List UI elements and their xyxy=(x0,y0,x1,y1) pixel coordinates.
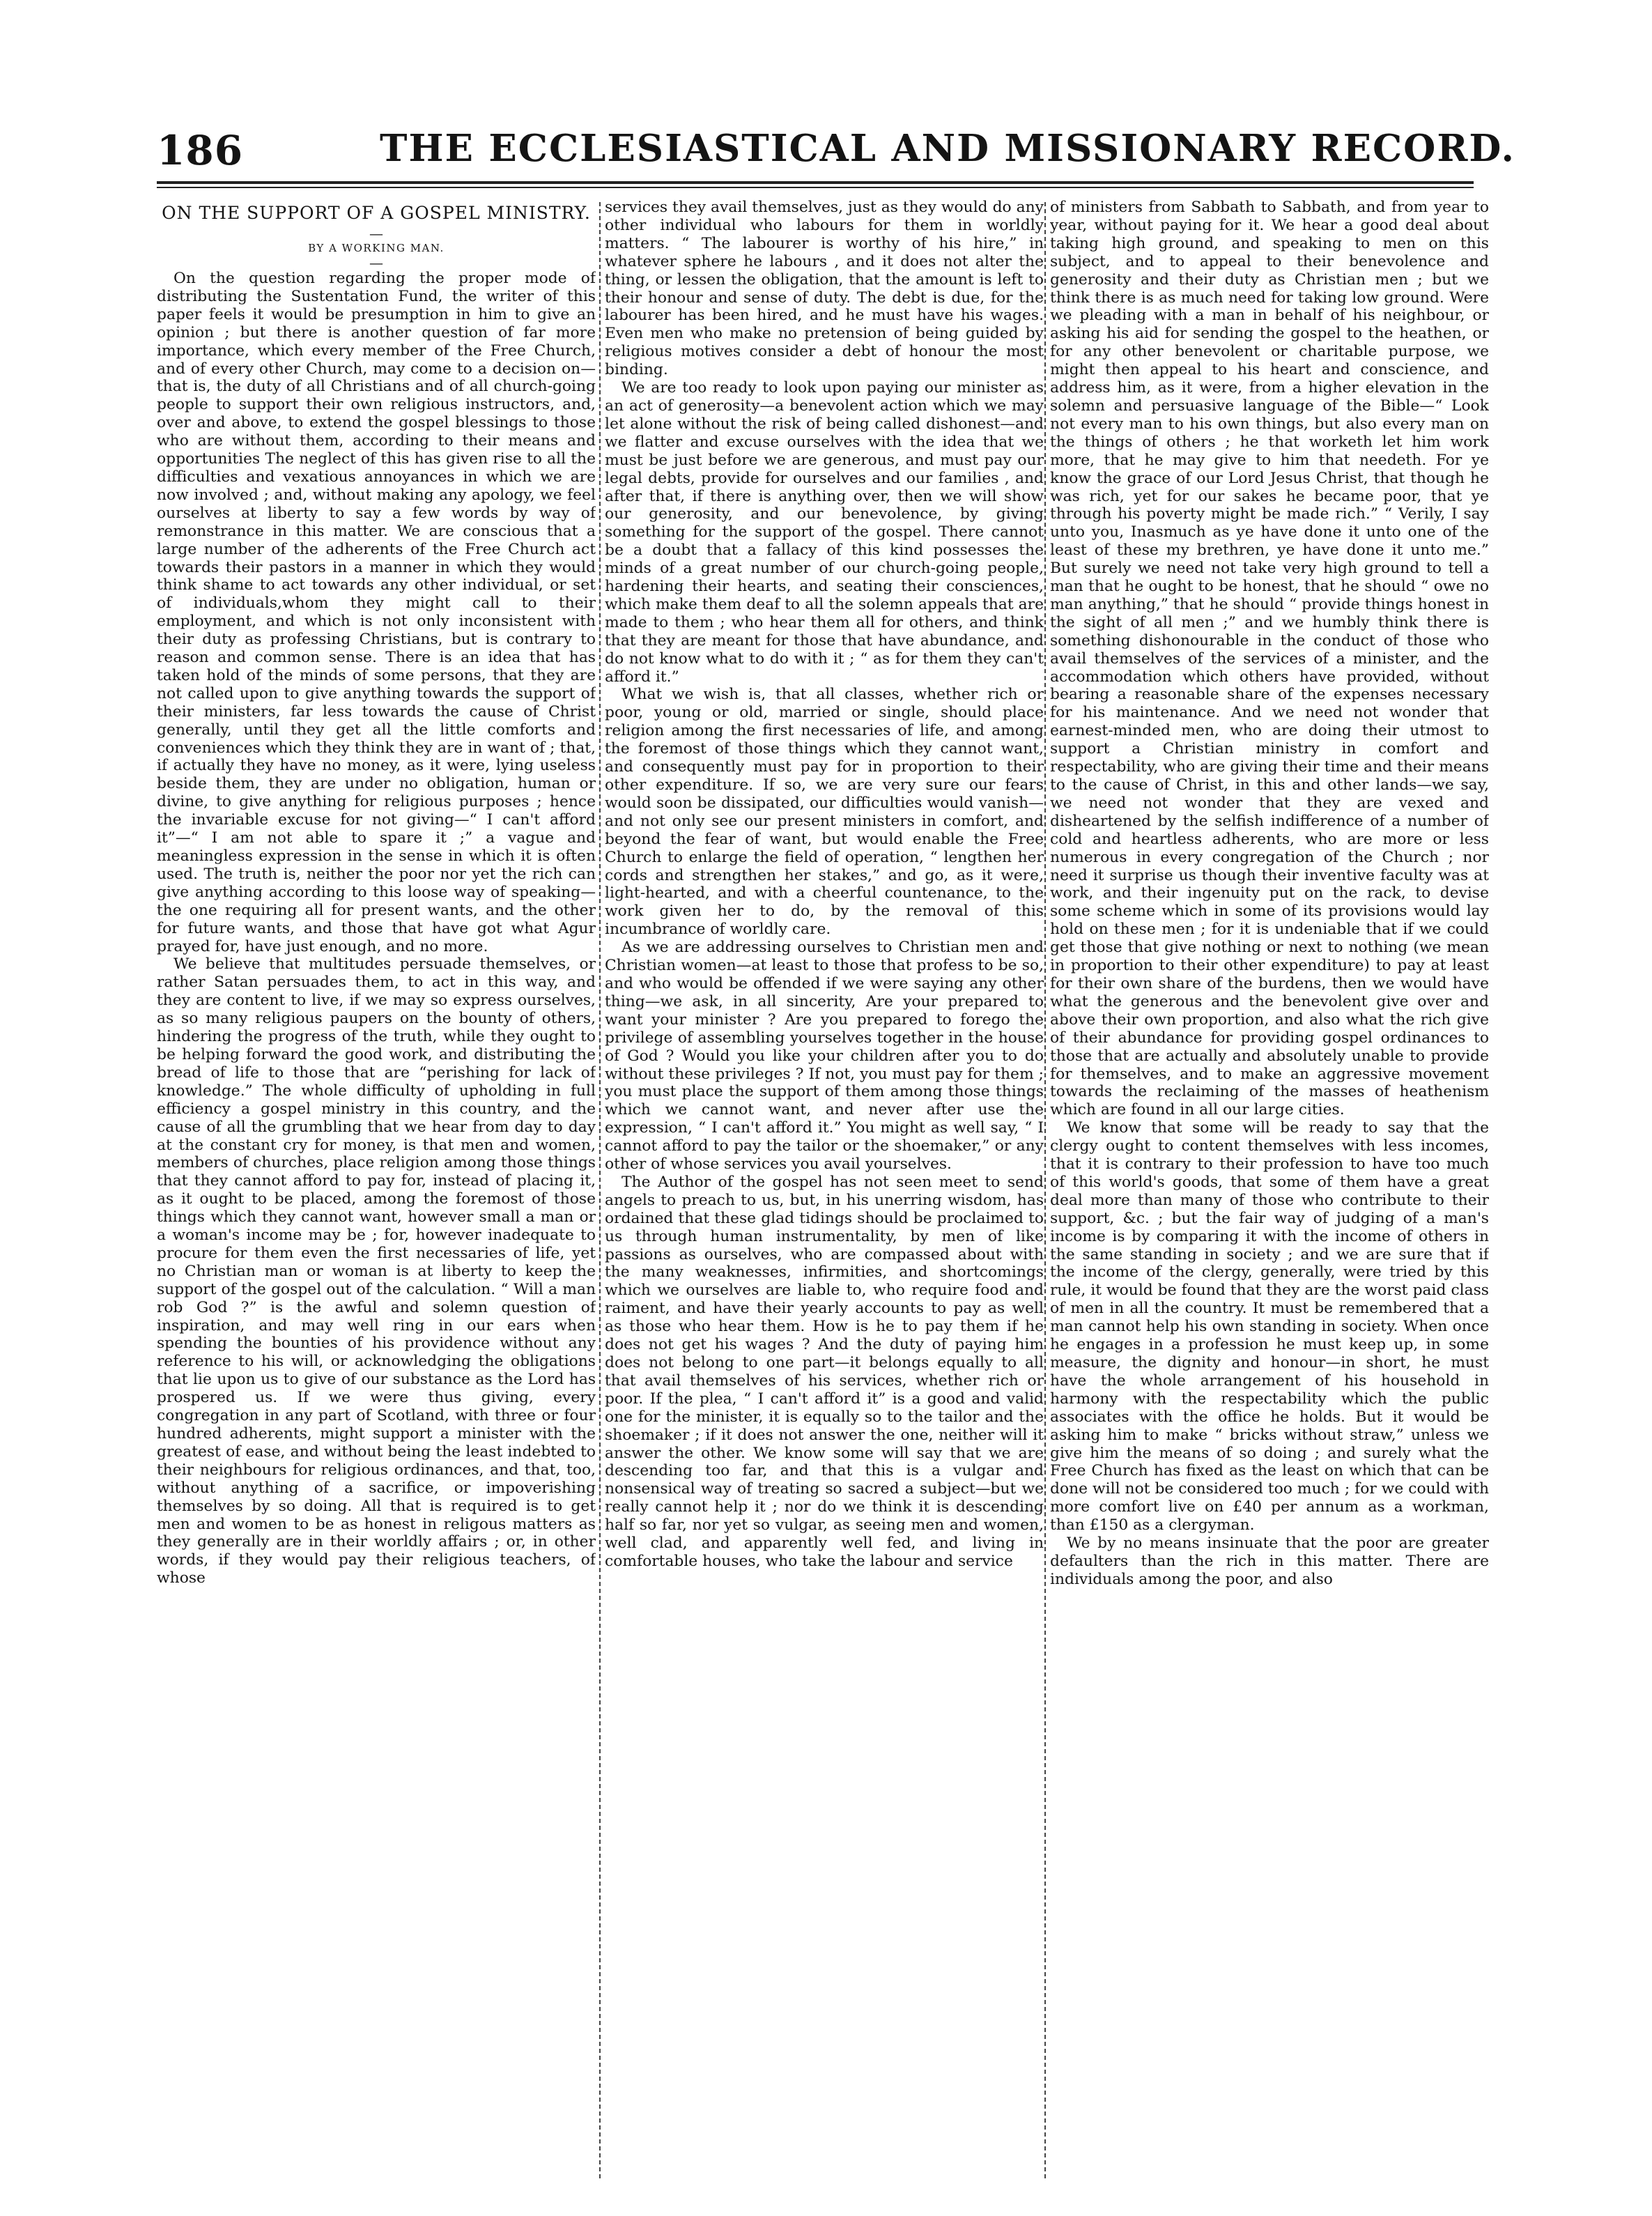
running-header xyxy=(157,127,1515,176)
body-paragraph: As we are addressing ourselves to Christian men and Christian women—at least to those that profess to be so, and who would be offended if we were saying any other thing—we ask, in all sincerity, Are your prepared to want your minister ? Are you prepared to forego the privilege of assembling yourselves together in the house of God ? Would you like your children after you to do without these privileges ? If not, you must pay for them ; you must place the support of them among those things which we cannot want, and never after use the expression, “ I can't afford it.” You might as well say, “ I cannot afford to pay the tailor or the shoemaker,” or any other of whose services you avail yourselves. xyxy=(605,939,1044,1174)
column-2-body xyxy=(605,199,1044,1571)
article-byline: BY A WORKING MAN. xyxy=(308,242,445,254)
column-3-body xyxy=(1050,199,1489,1589)
body-paragraph: On the question regarding the proper mode of distributing the Sustentation Fund, the writer of this paper feels it would be presumption in him to give an opinion ; but there is another question of far more importance, which every member of the Free Church, and of every other Church, may come to a decision on—that is, the duty of all Christians and of all church-going people to support their own religious instructors, and, over and above, to extend the gospel blessings to those who are without them, according to their means and opportunities The neglect of this has given rise to all the difficulties and vexatious annoyances in which we are now involved ; and, without making any apology, we feel ourselves at liberty to say a few words by way of remonstrance in this matter. We are conscious that a large number of the adherents of the Free Church act towards their pastors in a manner in which they would think shame to act towards any other individual, or set of individuals,whom they might call to their employment, and which is not only inconsistent with their duty as professing Christians, but is contrary to reason and common sense. There is an idea that has taken hold of the minds of some persons, that they are not called upon to give anything towards the support of their ministers, far less towards the cause of Christ generally, until they get all the little comforts and conveniences which they think they are in want of ; that, if actually they have no money, as it were, lying useless beside them, they are under no obligation, human or divine, to give anything for religious purposes ; hence the invariable excuse for not giving—“ I can't afford it”—“ I am not able to spare it ;” a vague and meaningless expression in the sense in which it is often used. The truth is, neither the poor nor yet the rich can give anything according to this loose way of speaking—the one requiring all for present wants, and the other for future wants, and those that have got what Agur prayed for, have just enough, and no more. xyxy=(157,270,596,955)
byline-separator: — xyxy=(369,254,383,271)
body-paragraph: The Author of the gospel has not seen meet to send angels to preach to us, but, in his unerring wisdom, has ordained that these glad tidings should be proclaimed to us through human instrumentality, by men of like passions as ourselves, who are compassed about with the many weaknesses, infirmities, and shortcomings which we ourselves are liable to, who require food and raiment, and have their yearly accounts to pay as well as those who hear them. How is he to pay them if he does not get his wages ? And the duty of paying him does not belong to one part—it belongs equally to all that avail themselves of his services, whether rich or poor. If the plea, “ I can't afford it” is a good and valid one for the minister, it is equally so to the tailor and the shoemaker ; if it does not answer the one, neither will it answer the other. We know some will say that we are descending too far, and that this is a vulgar and nonsensical way of treating so sacred a subject—but we really cannot help it ; nor do we think it is descending half so far, nor yet so vulgar, as seeing men and women, well clad, and apparently well fed, and living in comfortable houses, who take the labour and service xyxy=(605,1173,1044,1570)
article-title: ON THE SUPPORT OF A GOSPEL MINISTRY. xyxy=(162,203,591,223)
column-2 xyxy=(605,199,1044,2192)
body-paragraph: We are too ready to look upon paying our minister as an act of generosity—a benevolent action which we may let alone without the risk of being called dishonest—and we flatter and excuse ourselves with the idea that we must be just before we are generous, and must pay our legal debts, provide for ourselves and our families , and after that, if there is anything over, then we will show our generosity, and our benevolence, by giving something for the support of the gospel. There cannot be a doubt that a fallacy of this kind possesses the minds of a great number of our church-going people, hardening their hearts, and seating their consciences, which make them deaf to all the solemn appeals that are made to them ; who hear them all for others, and think that they are meant for those that have abundance, and do not know what to do with it ; “ as for them they can't afford it.” xyxy=(605,379,1044,686)
column-1 xyxy=(157,199,596,2192)
header-rule-thin xyxy=(157,187,1474,188)
column-1-body xyxy=(157,270,596,1587)
running-title: THE ECCLESIASTICAL AND MISSIONARY RECORD. xyxy=(380,127,1515,170)
column-divider xyxy=(599,202,601,2181)
body-paragraph: What we wish is, that all classes, whether rich or poor, young or old, married or single, should place religion among the first necessaries of life, and among the foremost of those things which they cannot want, and consequently must pay for in proportion to their other expenditure. If so, we are very sure our fears would soon be dissipated, our difficulties would vanish—and not only see our present ministers in comfort, and beyond the fear of want, but would enable the Free Church to enlarge the field of operation, “ lengthen her cords and strengthen her stakes,” and go, as it were, light-hearted, and with a cheerful countenance, to the work given her to do, by the removal of this incumbrance of worldly care. xyxy=(605,686,1044,939)
body-paragraph: We know that some will be ready to say that the clergy ought to content themselves with less incomes, that it is contrary to their profession to have too much of this world's goods, that some of them have a great deal more than many of those who contribute to their support, &c. ; but the fair way of judging of a man's income is by comparing it with the income of others in the same standing in society ; and we are sure that if the income of the clergy, generally, were tried by this rule, it would be found that they are the worst paid class of men in all the country. It must be remembered that a man cannot help his own standing in society. When once he engages in a profession he must keep up, in some measure, the dignity and honour—in short, he must have the whole arrangement of his household in harmony with the respectability which the public associates with the office he holds. But it would be asking him to make “ bricks without straw,” unless we give him the means of so doing ; and surely what the Free Church has fixed as the least on which that can be done will not be considered too much ; for we could with more comfort live on £40 per annum as a workman, than £150 as a clergyman. xyxy=(1050,1119,1489,1534)
body-paragraph: of ministers from Sabbath to Sabbath, and from year to year, without paying for it. We hear a good deal about taking high ground, and speaking to men on this subject, and to appeal to their benevolence and generosity and their duty as Christian men ; but we think there is as much need for taking low ground. Were we pleading with a man in behalf of his neighbour, or asking his aid for sending the gospel to the heathen, or for any other benevolent or charitable purpose, we might then appeal to his heart and conscience, and address him, as it were, from a higher elevation in the solemn and persuasive language of the Bible—“ Look not every man to his own things, but also every man on the things of others ; he that worketh let him work more, that he may give to him that needeth. For ye know the grace of our Lord Jesus Christ, that though he was rich, yet for our sakes he became poor, that ye through his poverty might be made rich.” “ Verily, I say unto you, Inasmuch as ye have done it unto one of the least of these my brethren, ye have done it unto me.” But surely we need not take very high ground to tell a man that he ought to be honest, that he should “ owe no man anything,” that he should “ provide things honest in the sight of all men ;” and we humbly think there is something dishonourable in the conduct of those who avail themselves of the services of a minister, and the accommodation which others have provided, without bearing a reasonable share of the expenses necessary for his maintenance. And we need not wonder that earnest-minded men, who are doing their utmost to support a Christian ministry in comfort and respectability, who are giving their time and their means to the cause of Christ, in this and other lands—we say, we need not wonder that they are vexed and disheartened by the selfish indifference of a number of cold and heartless adherents, who are more or less numerous in every congregation of the Church ; nor need it surprise us though their inventive faculty was at work, and their ingenuity put on the rack, to devise some scheme which in some of its provisions would lay hold on these men ; for it is undeniable that if we could get those that give nothing or next to nothing (we mean in proportion to their other expenditure) to pay at least for their own share of the burdens, then we would have what the generous and the benevolent give over and above their own proportion, and also what the rich give of their abundance for providing gospel ordinances to those that are actually and absolutely unable to provide for themselves, and to make an aggressive movement towards the reclaiming of the masses of heathenism which are found in all our large cities. xyxy=(1050,199,1489,1119)
title-separator: — xyxy=(369,225,383,242)
body-paragraph: We by no means insinuate that the poor are greater defaulters than the rich in this matter. There are individuals among the poor, and also xyxy=(1050,1534,1489,1588)
column-divider xyxy=(1044,202,1046,2181)
body-paragraph: services they avail themselves, just as they would do any other individual who labours for them in worldly matters. “ The labourer is worthy of his hire,” in whatever sphere he labours , and it does not alter the thing, or lessen the obligation, that the amount is left to their honour and sense of duty. The debt is due, for the labourer has been hired, and he must have his wages. Even men who make no pretension of being guided by religious motives consider a debt of honour the most binding. xyxy=(605,199,1044,379)
page-number: 186 xyxy=(157,127,244,174)
header-rule xyxy=(157,181,1474,184)
body-paragraph: We believe that multitudes persuade themselves, or rather Satan persuades them, to act in this way, and they are content to live, if we may so express ourselves, as so many religious paupers on the bounty of others, hindering the progress of the truth, while they ought to be helping forward the good work, and distributing the bread of life to those that are “perishing for lack of knowledge.” The whole difficulty of upholding in full efficiency a gospel ministry in this country, and the cause of all the grumbling that we hear from day to day at the constant cry for money, is that men and women, members of churches, place religion among those things that they cannot afford to pay for, instead of placing it, as it ought to be placed, among the foremost of those things which they cannot want, however small a man or a woman's income may be ; for, however inadequate to procure for them even the first necessaries of life, yet no Christian man or woman is at liberty to keep the support of the gospel out of the calculation. “ Will a man rob God ?” is the awful and solemn question of inspiration, and may well ring in our ears when spending the bounties of his providence without any reference to his will, or acknowledging the obligations that lie upon us to give of our substance as the Lord has prospered us. If we were thus giving, every congregation in any part of Scotland, with three or four hundred adherents, might support a minister with the greatest of ease, and without being the least indebted to their neighbours for religious ordinances, and that, too, without anything of a sacrifice, or impoverishing themselves by so doing. All that is required is to get men and women to be as honest in religous matters as they generally are in their worldly affairs ; or, in other words, if they would pay their religious teachers, of whose xyxy=(157,955,596,1587)
column-3 xyxy=(1050,199,1489,2192)
